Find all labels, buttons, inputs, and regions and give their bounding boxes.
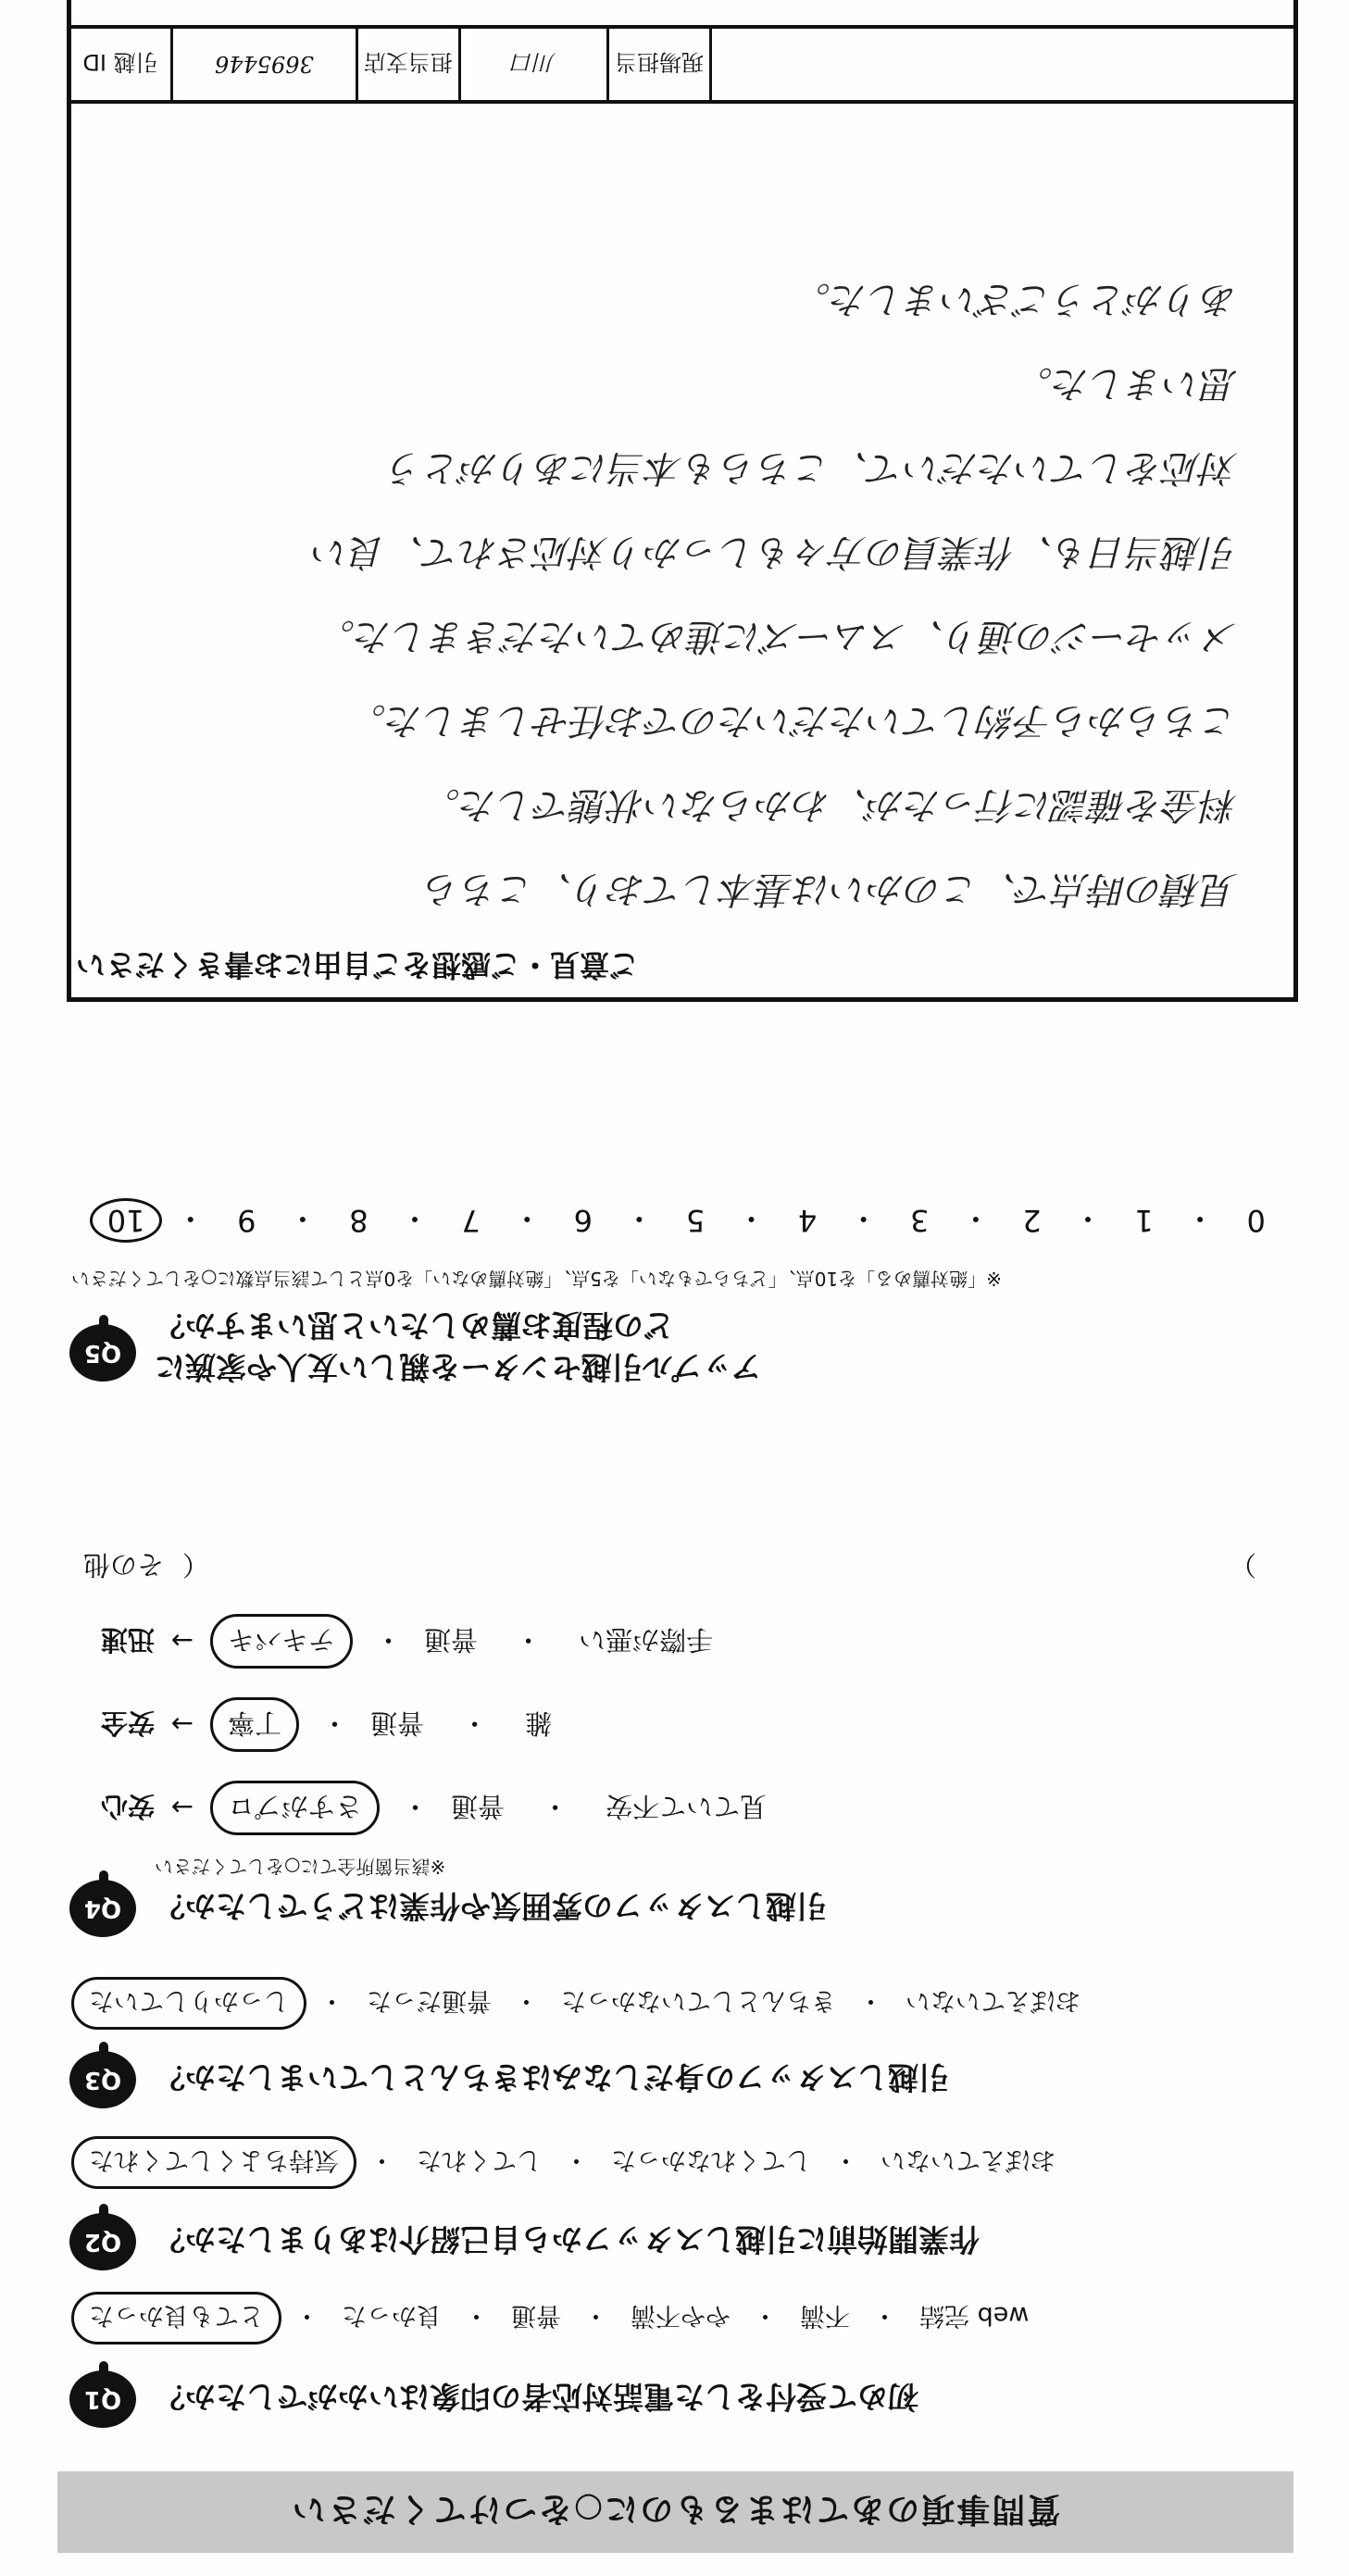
q2-question: 作業開始前に引越しスタッフから自己紹介はありましたか？ xyxy=(155,2221,980,2257)
id-value: 3695446 xyxy=(170,29,356,100)
q4-row1-label: 安心 xyxy=(100,1791,155,1822)
q4-row1-option-3[interactable]: 見ていて不安 xyxy=(606,1791,768,1822)
q4-other-label: その他 xyxy=(82,1549,164,1581)
q5-score-7[interactable]: 7 xyxy=(461,1203,481,1238)
comment-line-1: 見積の時点で、このかいは基本しており、こちら xyxy=(423,868,1238,910)
q2-badge xyxy=(69,2213,136,2270)
q1-option-1-selected[interactable]: とても良かった xyxy=(71,2292,281,2345)
q3-badge xyxy=(69,2051,136,2108)
q2-option-4[interactable]: おぼえていない xyxy=(881,2145,1055,2174)
q4-row1-arrow: → xyxy=(170,1792,194,1824)
q2-option-2[interactable]: してくれた xyxy=(417,2145,542,2174)
comment-line-6: 対応をしていただいて、こちらも本当にありがとう xyxy=(386,446,1238,489)
q5-question-line2: どの程度お薦めしたいと思いますか？ xyxy=(155,1307,674,1344)
comment-line-3: こちらから予約していただいたのでお任せしました。 xyxy=(349,699,1238,742)
q5-sep: ・ xyxy=(400,1201,431,1236)
q5-score-9[interactable]: 9 xyxy=(237,1203,256,1238)
comment-handwriting[interactable] xyxy=(99,276,1238,919)
id-table xyxy=(67,25,1298,104)
q4-row-anshin: 見ていて不安 ・ 普通 ・ さすがプロ → 安心 xyxy=(71,1781,1293,1835)
q2-options: おぼえていない ・ してくれなかった ・ してくれた ・ 気持ちよくしてくれた xyxy=(71,2136,1293,2189)
q4-row-jinsoku: 手際が悪い ・ 普通 ・ テキパキ → 迅速 xyxy=(71,1614,1293,1669)
id-label: 引越 ID xyxy=(82,49,158,75)
q4-row3-option-1-selected[interactable]: テキパキ xyxy=(210,1614,353,1669)
q4-badge-label: Q4 xyxy=(83,1894,122,1922)
q5-score-2[interactable]: 2 xyxy=(1022,1203,1042,1238)
q5-score-4[interactable]: 4 xyxy=(797,1203,818,1238)
manager-label: 現場担当 xyxy=(606,29,709,100)
q2-badge-label: Q2 xyxy=(83,2228,122,2256)
q5-score-1[interactable]: 1 xyxy=(1134,1203,1154,1238)
q4-question: 引越しスタッフの雰囲気や作業はどうでしたか？ xyxy=(155,1888,827,1924)
q2-option-3[interactable]: してくれなかった xyxy=(611,2145,811,2174)
q1-option-4[interactable]: やや不満 xyxy=(631,2301,731,2330)
q5-sep: ・ xyxy=(175,1201,206,1236)
q5-score-10-selected[interactable]: 10 xyxy=(90,1198,163,1243)
q1-option-2[interactable]: 良かった xyxy=(342,2301,442,2330)
q1-option-6[interactable]: web 完結 xyxy=(919,2301,1030,2330)
q5-question-line1: アップル引越センターを親しい友人や家族に xyxy=(155,1349,762,1385)
q5-sep: ・ xyxy=(960,1201,991,1236)
q5-sep: ・ xyxy=(287,1201,318,1236)
comment-line-8: ありがとうございました。 xyxy=(793,278,1238,320)
q5-sep: ・ xyxy=(1072,1201,1103,1236)
q4-row1-option-1-selected[interactable]: さすがプロ xyxy=(210,1781,380,1835)
q4-other-row xyxy=(71,1547,1293,1585)
q4-row3-label: 迅速 xyxy=(100,1624,155,1656)
q3-option-2[interactable]: 普通だった xyxy=(367,1986,492,2015)
q3-option-1-selected[interactable]: しっかりしていた xyxy=(71,1977,306,2030)
q5-sep: ・ xyxy=(848,1201,879,1236)
q5-sep: ・ xyxy=(512,1201,543,1236)
comment-heading: ご意見・ご感想をご自由にお書きください xyxy=(76,947,640,982)
q4-row1-option-2[interactable]: 普通 xyxy=(451,1791,506,1822)
comment-line-2: 料金を確認に行ったが、わからない状態でした。 xyxy=(423,783,1238,826)
q1-options: web 完結 ・ 不満 ・ やや不満 ・ 普通 ・ 良かった ・ とても良かった xyxy=(71,2292,1293,2345)
q4-row3-arrow: → xyxy=(170,1625,194,1657)
q5-sep: ・ xyxy=(624,1201,655,1236)
q4-row2-arrow: → xyxy=(170,1708,194,1741)
q5-sep: ・ xyxy=(1185,1201,1216,1236)
q1-option-5[interactable]: 不満 xyxy=(800,2301,850,2330)
comment-line-5: 引越当日も、作業員の方々もしっかり対応されて、良い xyxy=(312,531,1238,573)
q2-option-1-selected[interactable]: 気持ちよくしてくれた xyxy=(71,2136,356,2189)
q1-badge xyxy=(69,2370,136,2428)
q1-question: 初めて受付をした電話対応者の印象はいかがでしたか？ xyxy=(155,2379,918,2415)
q5-sep: ・ xyxy=(736,1201,767,1236)
q3-options: おぼえていない ・ きちんとしていなかった ・ 普通だった ・ しっかりしていた xyxy=(71,1977,1293,2030)
q4-other-open: （ xyxy=(182,1549,210,1581)
q4-row-anzen: 雑 ・ 普通 ・ 丁寧 → 安全 xyxy=(71,1697,1293,1752)
q5-score-8[interactable]: 8 xyxy=(349,1203,368,1238)
q5-score-6[interactable]: 6 xyxy=(573,1203,593,1238)
q3-option-4[interactable]: おぼえていない xyxy=(906,1986,1080,2015)
q5-score-3[interactable]: 3 xyxy=(910,1203,930,1238)
q5-score-0[interactable]: 0 xyxy=(1246,1203,1266,1238)
header-title: 質問事項のあてはまるものに○をつけてください xyxy=(290,2490,1061,2529)
q4-row2-option-2[interactable]: 普通 xyxy=(370,1707,425,1739)
q4-row3-option-3[interactable]: 手際が悪い xyxy=(579,1624,714,1656)
q4-row2-label: 安全 xyxy=(100,1707,155,1739)
q3-badge-label: Q3 xyxy=(83,2066,122,2094)
manager-value-cell[interactable] xyxy=(709,29,1294,100)
q3-question: 引越しスタッフの身だしなみはきちんとしていましたか？ xyxy=(155,2059,949,2095)
comment-line-7: 思いました。 xyxy=(1016,362,1238,405)
q4-other-close: ） xyxy=(1229,1549,1256,1581)
q3-option-3[interactable]: きちんとしていなかった xyxy=(561,1986,836,2015)
q5-note: ※「絶対薦める」を10点、「どちらでもない」を5点、「絶対薦めない」を0点として該当点数に○をしてください xyxy=(71,1268,1002,1290)
q4-note: ※該当箇所全てに○をしてください xyxy=(155,1856,446,1878)
q5-score-5[interactable]: 5 xyxy=(685,1203,706,1238)
q5-badge-label: Q5 xyxy=(83,1339,122,1367)
comment-line-4: メッセージの通り、スムーズに進めていただきました。 xyxy=(318,615,1238,657)
q4-badge xyxy=(69,1880,136,1937)
q1-badge-label: Q1 xyxy=(83,2385,122,2413)
q4-row2-option-1-selected[interactable]: 丁寧 xyxy=(210,1697,299,1752)
q5-scale xyxy=(90,1198,1284,1243)
branch-label: 担当支店 xyxy=(356,29,458,100)
q5-badge xyxy=(69,1324,136,1382)
q4-row2-option-3[interactable]: 雑 xyxy=(525,1707,553,1739)
q4-row3-option-2[interactable]: 普通 xyxy=(424,1624,479,1656)
branch-value: 川口 xyxy=(458,29,606,100)
q1-option-3[interactable]: 普通 xyxy=(511,2301,561,2330)
